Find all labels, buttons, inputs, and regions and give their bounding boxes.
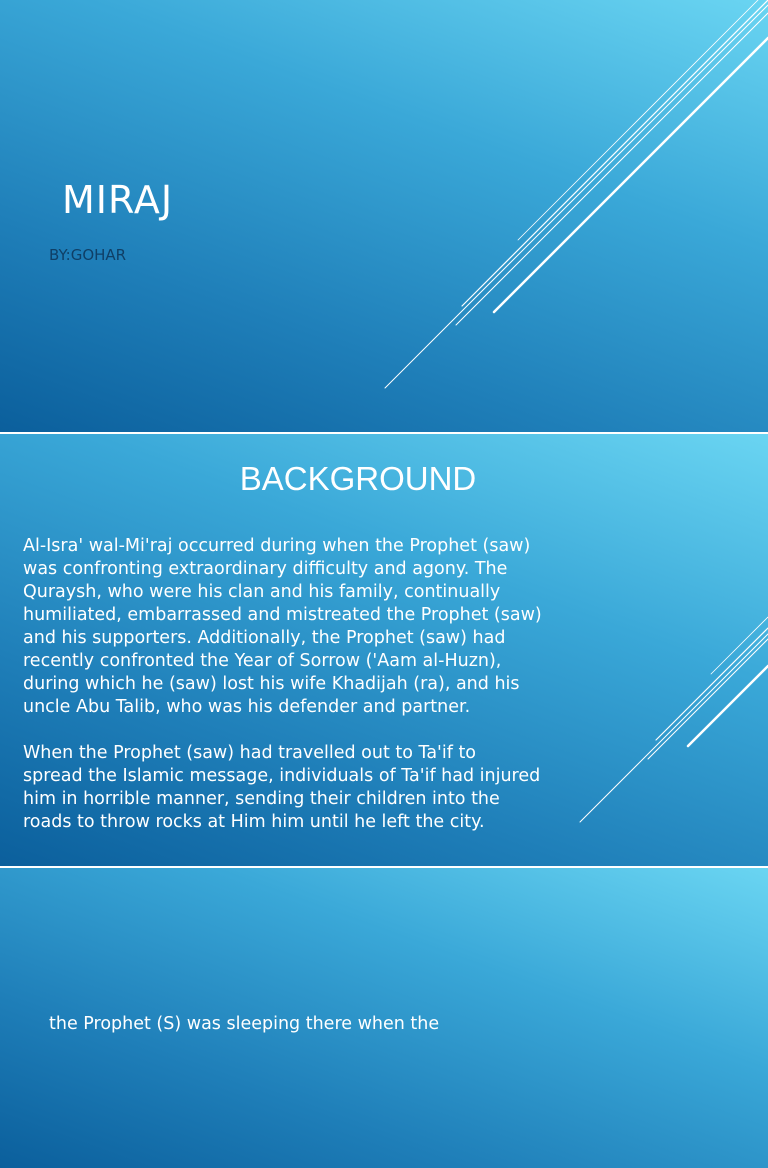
paragraph: When the Prophet (saw) had travelled out to Ta'if to spread the Islamic message, individuals of Ta'if had injured him in horrible manner, sending their children into the roads to throw rocks at Him him until he left the city.	[23, 743, 541, 832]
slide-body-text: the Prophet (S) was sleeping there when the	[49, 1014, 440, 1034]
deco-line	[385, 5, 768, 388]
slide-title	[0, 0, 768, 432]
deco-line	[648, 639, 768, 759]
deco-line	[462, 0, 768, 306]
deco-line	[688, 666, 768, 746]
slide-continued	[0, 868, 768, 1168]
paragraph: Al-Isra' wal-Mi'raj occurred during when the Prophet (saw) was confronting extraordinary difficulty and agony. The Quraysh, who were his clan and his family, continually humiliated, embarrassed and mistreated the Prophet (saw) and his supporters. Additionally, the Prophet (saw) had recently confronted the Year of Sorrow ('Aam al-Huzn), during which he (saw) lost his wife Khadijah (ra), and his uncle Abu Talib, who was his defender and partner.	[23, 536, 542, 717]
deco-line	[518, 0, 758, 240]
presentation-author: BY:GOHAR	[49, 246, 127, 264]
deco-line	[494, 38, 768, 312]
slide-background	[0, 434, 768, 866]
presentation-title: MIRAJ	[62, 178, 174, 222]
slide-body	[23, 535, 603, 857]
deco-line	[580, 634, 768, 822]
deco-line	[456, 13, 768, 325]
slide-heading: BACKGROUND	[239, 460, 477, 497]
deco-line	[711, 617, 768, 674]
